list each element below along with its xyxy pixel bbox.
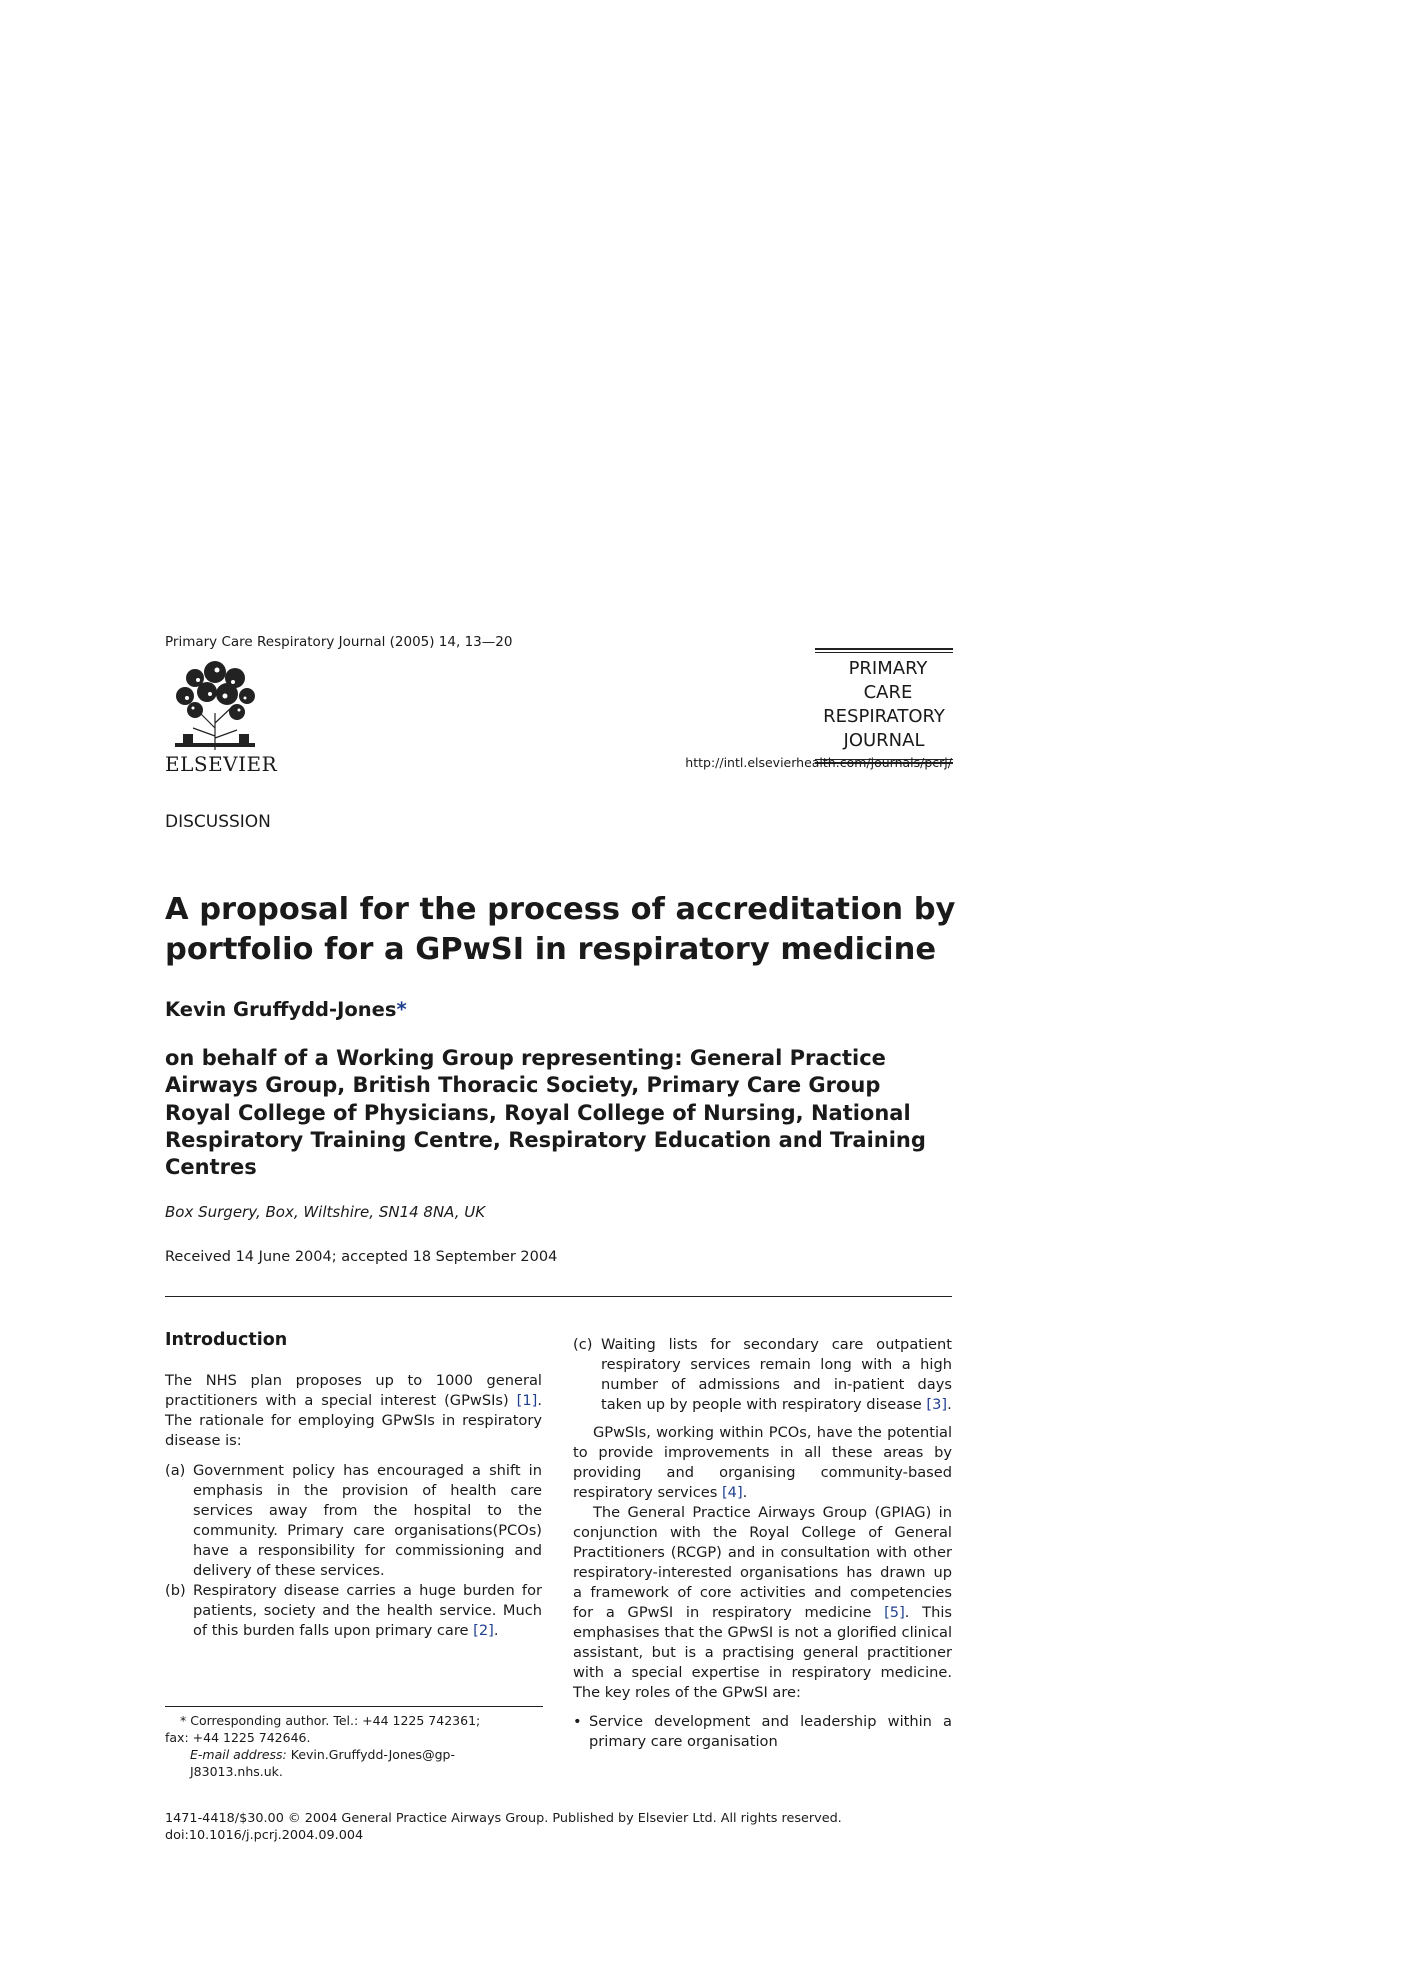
intro-text: The NHS plan proposes up to 1000 general practitioners with a special interest (GPwSIs)	[165, 1372, 542, 1409]
footnote-tel: Corresponding author. Tel.: +44 1225 742361;	[190, 1713, 481, 1728]
citation-4[interactable]: [4]	[721, 1484, 743, 1501]
author-name: Kevin Gruffydd-Jones	[165, 998, 397, 1021]
article-title: A proposal for the process of accreditation by portfolio for a GPwSI in respiratory medicine	[165, 892, 956, 967]
citation-1[interactable]: [1]	[516, 1392, 538, 1409]
intro-text-end: . The rationale for employing GPwSIs in respiratory disease is:	[165, 1392, 542, 1449]
received-dates: Received 14 June 2004; accepted 18 September 2004	[165, 1249, 558, 1265]
copyright-footer	[165, 1810, 842, 1844]
list-text-a: Government policy has encouraged a shift in emphasis in the provision of health care services away from the hospital to the community. Primary care organisations(PCOs) have a responsibility for commissioning and delivery of these services.	[193, 1462, 542, 1579]
corresponding-author-link[interactable]: *	[396, 998, 407, 1021]
publisher-name: ELSEVIER	[165, 752, 278, 776]
paragraph-gpiag	[573, 1503, 952, 1703]
citation-5[interactable]: [5]	[884, 1604, 905, 1621]
p2-body: GPwSIs, working within PCOs, have the potential to provide improvements in all these areas by providing and organising community-based respiratory services	[573, 1424, 952, 1501]
footnote-email[interactable]: Kevin.Gruffydd-Jones@gp-J83013.nhs.uk.	[190, 1747, 455, 1779]
journal-url[interactable]: http://intl.elsevierhealth.com/journals/pcrj/	[685, 755, 952, 770]
bullet-marker: •	[573, 1713, 582, 1730]
address: Box Surgery, Box, Wiltshire, SN14 8NA, UK	[165, 1203, 486, 1221]
author-line	[165, 998, 407, 1021]
list-item-c	[573, 1335, 952, 1415]
right-column	[573, 1335, 952, 1752]
list-c-body: Waiting lists for secondary care outpatient respiratory services remain long with a high number of admissions and in-patient days taken up by people with respiratory disease	[601, 1336, 952, 1413]
intro-paragraph	[165, 1371, 542, 1451]
citation-3[interactable]: [3]	[926, 1396, 948, 1413]
copyright-line: 1471-4418/$30.00 © 2004 General Practice Airways Group. Published by Elsevier Ltd. All rights reserved.	[165, 1811, 842, 1826]
bullet-item-1	[573, 1712, 952, 1752]
footnote-mark: *	[180, 1713, 187, 1728]
footnote-fax: fax: +44 1225 742646.	[165, 1730, 311, 1745]
list-text-b: Respiratory disease carries a huge burden for patients, society and the health service. Much of this burden falls upon primary care [2].	[193, 1582, 542, 1639]
journal-logo-line-3: JOURNAL	[843, 730, 925, 751]
header-divider	[165, 1296, 952, 1297]
citation-2[interactable]: [2]	[473, 1622, 494, 1639]
list-marker-a: (a)	[165, 1462, 186, 1479]
list-b-body: Respiratory disease carries a huge burden for patients, society and the health service. Much of this burden falls upon primary care	[193, 1582, 542, 1639]
footnote-email-label: E-mail address:	[190, 1747, 287, 1762]
list-item-b	[165, 1581, 542, 1641]
p3-body: The General Practice Airways Group (GPIAG) in conjunction with the Royal College of General Practitioners (RCGP) and in consultation with other respiratory-interested organisations has drawn up a framework of core activities and competencies for a GPwSI in respiratory medicine	[573, 1504, 952, 1621]
section-label: DISCUSSION	[165, 812, 271, 832]
footnote	[165, 1712, 545, 1780]
affiliation: on behalf of a Working Group representing: General Practice Airways Group, British Thoracic Society, Primary Care Group Royal College of Physicians, Royal College of Nursing, National Respiratory Training Centre, Respiratory Education and Training Centres	[165, 1046, 926, 1180]
left-column	[165, 1330, 542, 1641]
list-marker-c: (c)	[573, 1336, 593, 1353]
list-text-c: Waiting lists for secondary care outpatient respiratory services remain long with a high number of admissions and in-patient days taken up by people with respiratory disease [3].	[601, 1336, 952, 1413]
journal-logo	[815, 648, 953, 764]
section-heading-introduction: Introduction	[165, 1330, 288, 1350]
journal-citation: Primary Care Respiratory Journal (2005) 14, 13—20	[165, 634, 513, 650]
list-item-a	[165, 1461, 542, 1581]
footnote-divider	[165, 1706, 543, 1707]
p3-body-end: . This emphasises that the GPwSI is not a glorified clinical assistant, but is a practising general practitioner with a special expertise in respiratory medicine. The key roles of the GPwSI are:	[573, 1604, 952, 1701]
paragraph-gpwsis: GPwSIs, working within PCOs, have the potential to provide improvements in all these areas by providing and organising community-based respiratory services [4].	[573, 1424, 952, 1501]
journal-logo-line-1: PRIMARY CARE	[848, 658, 928, 703]
journal-logo-line-2: RESPIRATORY	[823, 706, 945, 727]
list-marker-b: (b)	[165, 1582, 186, 1599]
doi-line[interactable]: doi:10.1016/j.pcrj.2004.09.004	[165, 1828, 364, 1843]
bullet-text-1: Service development and leadership within a primary care organisation	[589, 1713, 952, 1750]
